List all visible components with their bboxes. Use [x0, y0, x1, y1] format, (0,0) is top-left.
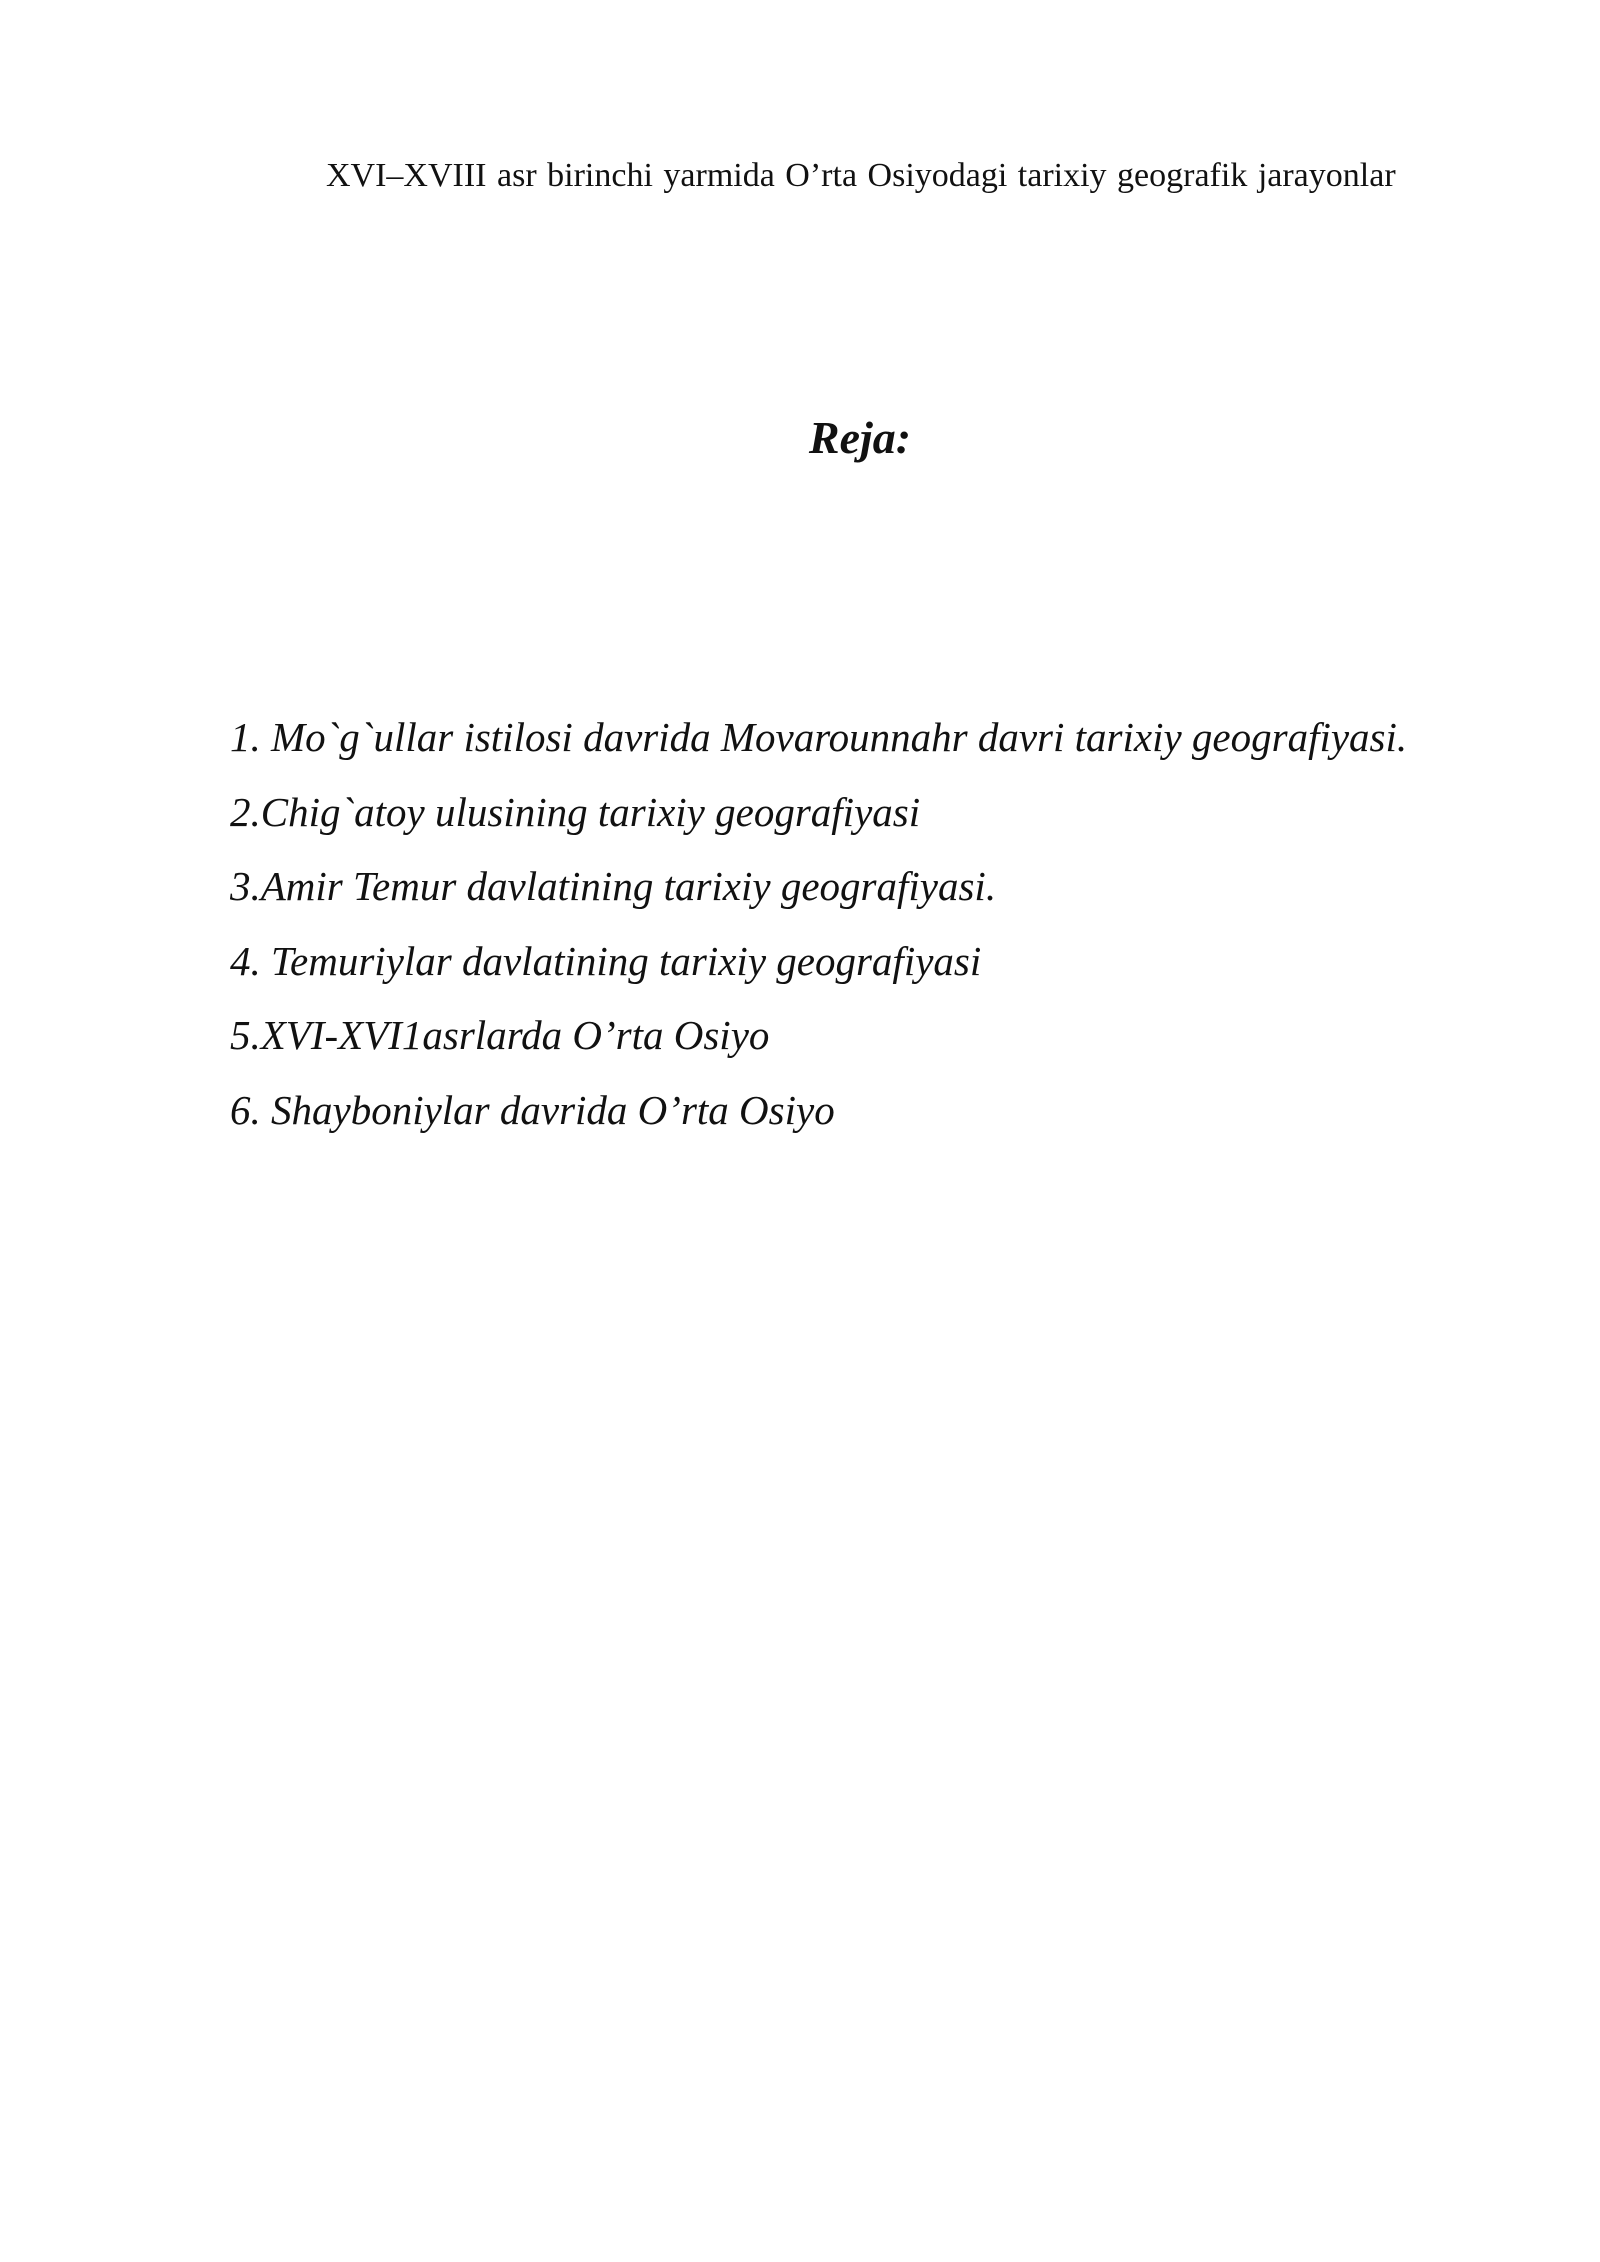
plan-item-3: 3.Amir Temur davlatining tarixiy geografiyasi. — [230, 863, 997, 909]
plan-item-4: 4. Temuriylar davlatining tarixiy geografiyasi — [230, 937, 982, 984]
plan-heading: Reja: — [808, 412, 912, 463]
plan-list — [230, 700, 1530, 1147]
plan-item-5: 5.XVI-XVI1asrlarda O’rta Osiyo — [230, 1012, 770, 1058]
plan-item-6: 6. Shayboniylar davrida O’rta Osiyo — [230, 1086, 835, 1133]
plan-item-1: 1. Mo`g`ullar istilosi davrida Movarounnahr davri tarixiy geografiyasi. — [230, 714, 1408, 760]
document-title: XVI–XVIII asr birinchi yarmida O’rta Osiyodagi tarixiy geografik jarayonlar — [326, 157, 1396, 194]
plan-item-2: 2.Chig`atoy ulusining tarixiy geografiyasi — [230, 788, 921, 835]
